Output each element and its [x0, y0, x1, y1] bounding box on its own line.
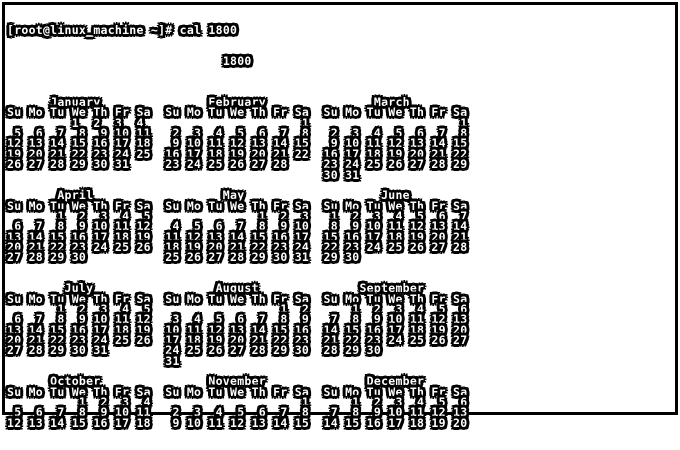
weekday-header-line: Su Mo Tu We Th Fr Sa Su Mo Tu We Th Fr Sa Su Mo Tu We Th Fr Sa — [7, 384, 468, 399]
shell-prompt: [root@linux_machine ~]# — [7, 22, 180, 37]
week-row: 12 13 14 15 16 17 18 9 10 11 12 13 14 15 14 15 16 17 18 19 20 — [7, 415, 468, 430]
command-text: cal 1800 — [179, 22, 238, 37]
weekday-header-line: Su Mo Tu We Th Fr Sa Su Mo Tu We Th Fr Sa Su Mo Tu We Th Fr Sa — [7, 291, 468, 306]
week-row: 20 21 22 23 24 25 26 17 18 19 20 21 22 23 21 22 23 24 25 26 27 — [7, 333, 468, 347]
week-row: 1 2 3 4 5 1 2 3 1 2 3 4 5 6 7 — [7, 208, 468, 223]
week-row: 1 2 3 4 1 1 — [7, 115, 468, 130]
calendar-body — [7, 87, 467, 428]
weekday-header-line: Su Mo Tu We Th Fr Sa Su Mo Tu We Th Fr Sa Su Mo Tu We Th Fr Sa — [7, 105, 468, 120]
week-row: 26 27 28 29 30 31 23 24 25 26 27 28 23 24 25 26 27 28 29 — [7, 157, 468, 172]
week-row: 5 6 7 8 9 10 11 2 3 4 5 6 7 8 7 8 9 10 11 12 13 — [7, 405, 468, 420]
month-names-line: January February March — [7, 95, 468, 110]
week-row: 6 7 8 9 10 11 12 4 5 6 7 8 9 10 8 9 10 11 12 13 14 — [7, 219, 468, 234]
week-row: 20 21 22 23 24 25 26 18 19 20 21 22 23 24 22 23 24 25 26 27 28 — [7, 239, 468, 254]
week-row: 19 20 21 22 23 24 25 16 17 18 19 20 21 22 16 17 18 19 20 21 22 — [7, 146, 468, 161]
week-row: 13 14 15 16 17 18 19 11 12 13 14 15 16 17 15 16 17 18 19 20 21 — [7, 229, 468, 244]
year-pad — [7, 54, 223, 68]
month-names-line: July August September — [7, 281, 468, 296]
week-row: 13 14 15 16 17 18 19 10 11 12 13 14 15 16 14 15 16 17 18 19 20 — [7, 322, 468, 337]
week-row: 1 2 3 4 5 1 2 1 2 3 4 5 6 — [7, 301, 468, 316]
month-names-line: October November December — [7, 374, 468, 389]
week-row: 6 7 8 9 10 11 12 3 4 5 6 7 8 9 7 8 9 10 11 12 13 — [7, 312, 468, 327]
week-row: 31 — [7, 353, 180, 368]
week-row: 1 2 3 4 1 1 2 3 4 5 6 — [7, 395, 468, 410]
terminal-output — [7, 4, 467, 449]
week-row: 12 13 14 15 16 17 18 9 10 11 12 13 14 15 9 10 11 12 13 14 15 — [7, 136, 468, 151]
command-line — [7, 22, 467, 37]
week-row — [7, 263, 467, 273]
week-row: 5 6 7 8 9 10 11 2 3 4 5 6 7 8 2 3 4 5 6 7 8 — [7, 126, 468, 141]
weekday-header-line: Su Mo Tu We Th Fr Sa Su Mo Tu We Th Fr Sa Su Mo Tu We Th Fr Sa — [7, 198, 468, 213]
terminal-window[interactable] — [2, 2, 678, 430]
week-row: 27 28 29 30 25 26 27 28 29 30 31 29 30 — [7, 250, 360, 265]
week-row: 27 28 29 30 31 24 25 26 27 28 29 30 28 29 30 — [7, 343, 382, 358]
week-row: 30 31 — [7, 167, 360, 182]
year-header: 1800 — [222, 53, 252, 68]
year-header-line — [7, 53, 467, 68]
month-names-line: April May June — [7, 188, 468, 203]
